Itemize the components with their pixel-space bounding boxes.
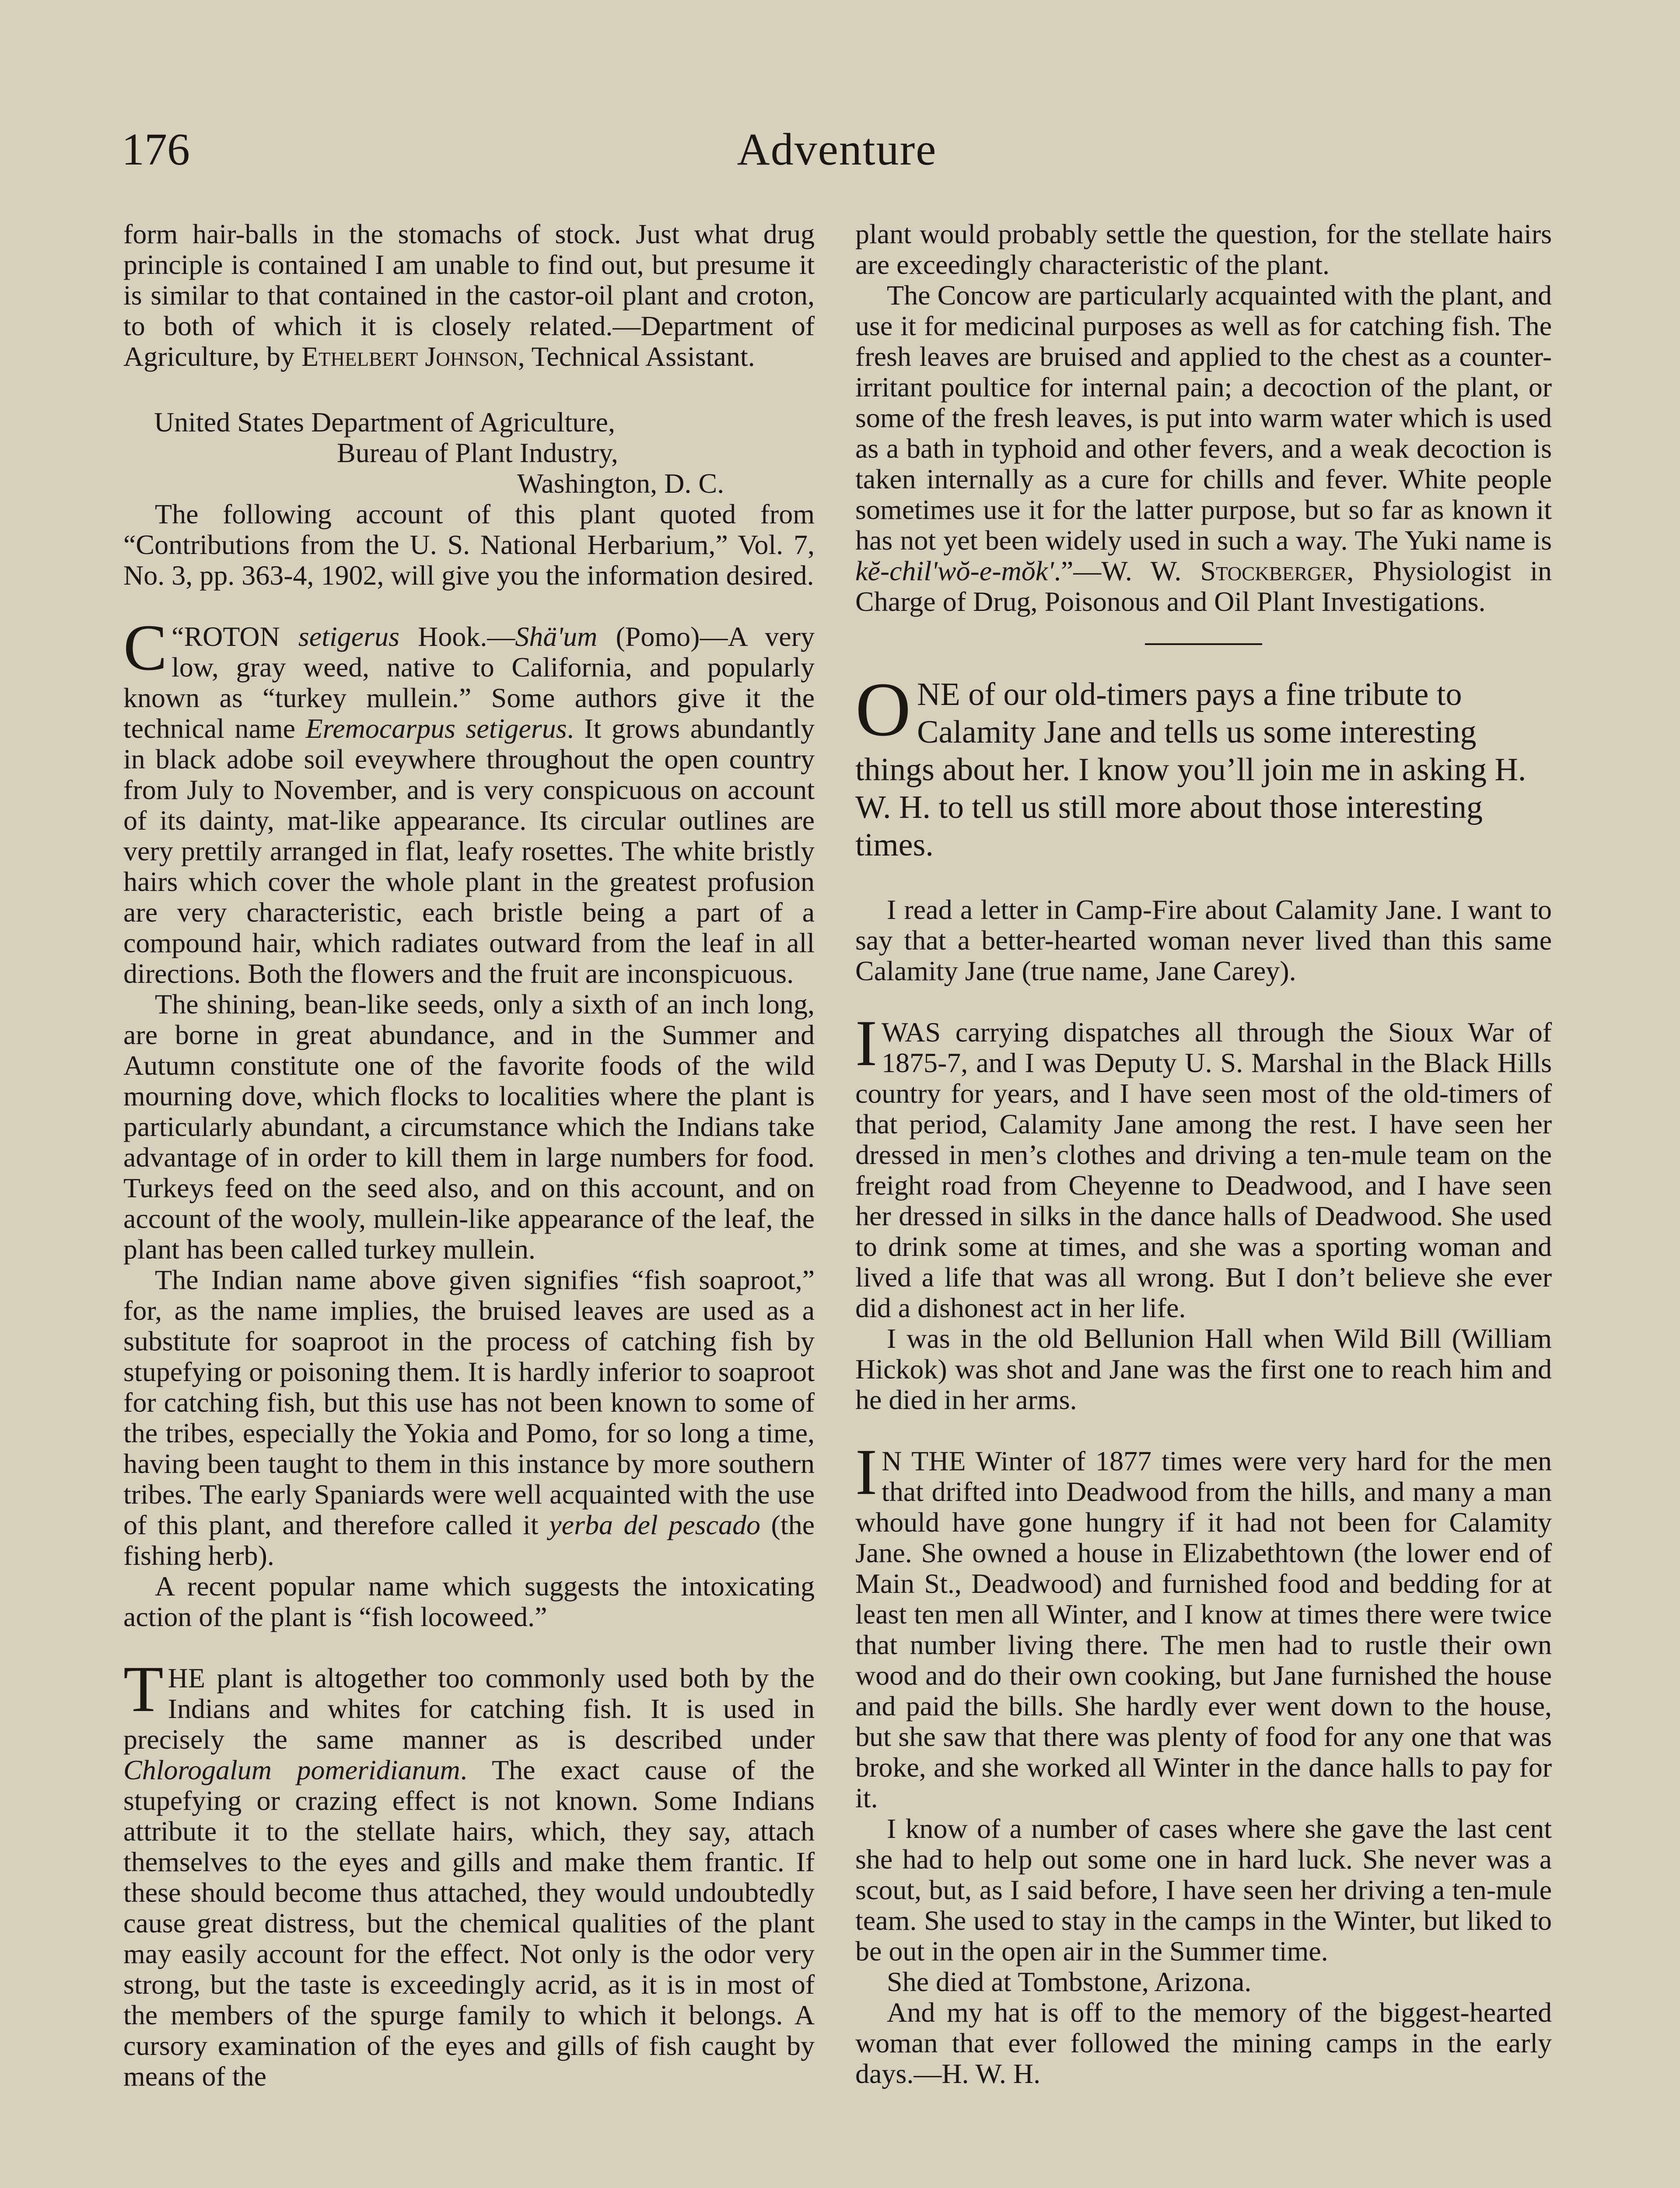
editor-intro: ONE of our old-timers pays a fine tribute to Calamity Jane and tells us some interesting things about her. I know you’ll join me in asking H. W. H. to tell us still more about those interesting times. — [855, 667, 1526, 863]
left-column — [123, 219, 815, 2092]
paragraph-hat-off: And my hat is off to the memory of the biggest-hearted woman that ever followed the mining camps in the early days.—H. W. H. — [855, 1997, 1552, 2089]
paragraph-tombstone: She died at Tombstone, Arizona. — [887, 1966, 1252, 1997]
paragraph-indian-name: The Indian name above given signifies “fish soaproot,” for, as the name implies, the bruised leaves are used as a substitute for soaproot in the process of catching fish by stupefying or poisoning them. It is hardly inferior to soaproot for catching fish, but this use has not been known to some of the tribes, especially the Yokia and Pomo, for so long a time, having been taught to them in this instance by more southern tribes. The early Spaniards were well acquainted with the use of this plant, and therefore called it yerba del pescado (the fishing herb). — [123, 1264, 815, 1571]
drop-cap-o: O — [855, 667, 911, 752]
address-line-1: United States Department of Agriculture, — [154, 407, 615, 438]
page-header — [122, 123, 1552, 180]
address-block — [123, 407, 815, 499]
paragraph-seeds: The shining, bean-like seeds, only a sixth of an inch long, are borne in great abundance, and in the Summer and Autumn constitute one of the favorite foods of the wild mourning dove, which flocks to localities where the plant is particularly abundant, a circumstance which the Indians take advantage of in order to kill them in large numbers for food. Turkeys feed on the seed also, and on this account, and on account of the wooly, mullein-like appearance of the leaf, the plant has been called turkey mullein. — [123, 989, 815, 1265]
paragraph-winter-1877: I N THE Winter of 1877 times were very hard for the men that drifted into Deadwood from the hills, and many a man whould have gone hungry if it had not been for Calamity Jane. She owned a house in Elizabethtown (the lower end of Main St., Deadwood) and furnished food and bedding for at least ten men all Winter, and I know at times there were twice that number living there. The men had to rustle their own wood and do their own cooking, but Jane furnished the house and paid the bills. She hardly ever went down to the house, but she saw that there was plenty of food for any one that was broke, and she worked all Winter in the dance halls to pay for it. — [855, 1436, 1552, 1813]
right-column — [855, 219, 1552, 2089]
paragraph-croton: “ C ROTON setigerus Hook.—Shä'um (Pomo)—A very low, gray weed, native to California, and popularly known as “turkey mullein.” Some authors give it the technical name Eremocarpus setigerus. It grows abundantly in black adobe soil eveywhere throughout the open country from July to November, and is very conspicuous on account of its dainty, mat-like appearance. Its circular outlines are very prettily arranged in flat, leafy rosettes. The white bristly hairs which cover the whole plant in the greatest profusion are very characteristic, each bristle being a part of a compound hair, which radiates outward from the leaf in all directions. Both the flowers and the fruit are inconspicuous. — [123, 611, 815, 989]
drop-cap-t: T — [123, 1653, 164, 1725]
paragraph-locoweed: A recent popular name which suggests the intoxicating action of the plant is “fish locoweed.” — [123, 1571, 815, 1632]
paragraph-concow: The Concow are particularly acquainted with the plant, and use it for medicinal purposes as well as for catching fish. The fresh leaves are bruised and applied to the chest as a counter-irritant poultice for internal pain; a decoction of the plant, or some of the fresh leaves, is put into warm water which is used as a bath in typhoid and other fevers, and a weak decoction is taken internally as a cure for chills and fever. White people sometimes use it for the latter purpose, but so far as known it has not yet been widely used in such a way. The Yuki name is kĕ-chil'wŏ-e-mŏk'.”—W. W. Stockberger, Physiologist in Charge of Drug, Poisonous and Oil Plant Investigations. — [855, 280, 1552, 617]
drop-cap-i: I — [855, 1007, 877, 1080]
paragraph-dispatches: I WAS carrying dispatches all through the Sioux War of 1875-7, and I was Deputy U. S. Marshal in the Black Hills country for years, and I have seen most of the old-timers of that period, Calamity Jane among the rest. I have seen her dressed in men’s clothes and driving a ten-mule team on the freight road from Cheyenne to Deadwood, and I have seen her dressed in silks in the dance halls of Deadwood. She used to drink some at times, and she was a sporting woman and lived a life that was all wrong. But I don’t believe she ever did a dishonest act in her life. — [855, 1007, 1552, 1323]
signature-johnson: Ethelbert Johnson — [301, 341, 518, 372]
paragraph-wild-bill: I was in the old Bellunion Hall when Wild Bill (William Hickok) was shot and Jane was the first one to reach him and he died in her arms. — [855, 1323, 1552, 1415]
paragraph-letter-intro: I read a letter in Camp-Fire about Calamity Jane. I want to say that a better-hearted woman never lived than this same Calamity Jane (true name, Jane Carey). — [855, 894, 1552, 986]
paragraph-last-cent: I know of a number of cases where she gave the last cent she had to help out some one in hard luck. She never was a scout, but, as I said before, I have seen her driving a ten-mule team. She used to stay in the camps in the Winter, but liked to be out in the open air in the Summer time. — [855, 1813, 1552, 1967]
signature-stockberger: Stockberger — [1200, 555, 1347, 586]
page-number: 176 — [122, 124, 190, 175]
running-title: Adventure — [737, 124, 937, 175]
drop-cap-c: C — [123, 611, 168, 684]
drop-cap-i-2: I — [855, 1436, 877, 1508]
paragraph-hairballs: form hair-balls in the stomachs of stock. Just what drug principle is contained I am unable to find out, but presume it is similar to that contained in the castor-oil plant and croton, to both of which it is closely related.—Department of Agriculture, by Ethelbert Johnson, Technical Assistant. — [123, 218, 815, 372]
address-line-2: Bureau of Plant Industry, — [337, 437, 618, 468]
paragraph-stellate-hairs: plant would probably settle the question, for the stellate hairs are exceedingly characteristic of the plant. — [855, 218, 1552, 280]
paragraph-account-intro: The following account of this plant quoted from “Contributions from the U. S. National Herbarium,” Vol. 7, No. 3, pp. 363-4, 1902, will give you the information desired. — [123, 498, 815, 591]
address-line-3: Washington, D. C. — [517, 468, 724, 499]
section-divider — [1145, 643, 1262, 645]
paragraph-catching-fish: THE plant is altogether too commonly used both by the Indians and whites for catching fish. It is used in precisely the same manner as is described under Chlorogalum pomeridianum. The exact cause of the stupefying or crazing effect is not known. Some Indians attribute it to the stellate hairs, which, they say, attach themselves to the eyes and gills and make them frantic. If these should become thus attached, they would undoubtedly cause great distress, but the chemical qualities of the plant may easily account for the effect. Not only is the odor very strong, but the taste is exceedingly acrid, as it is in most of the members of the spurge family to which it belongs. A cursory examination of the eyes and gills of fish caught by means of the — [123, 1653, 815, 2092]
